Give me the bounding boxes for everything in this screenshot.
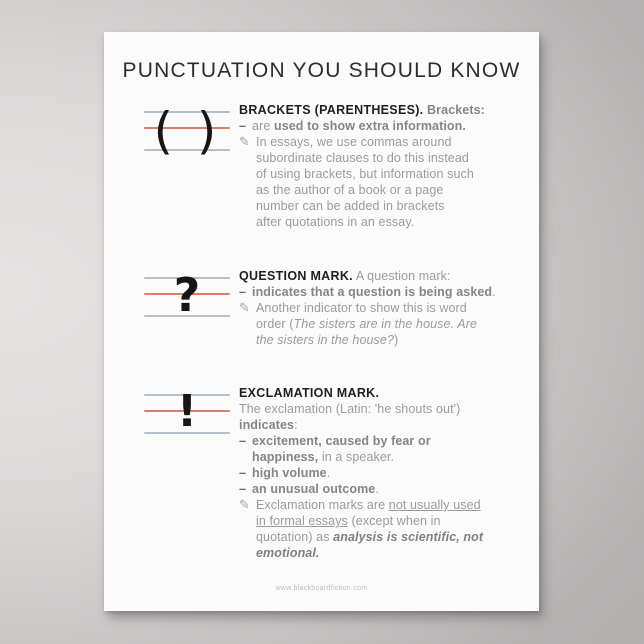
bullet-dash: – <box>239 434 247 448</box>
note-line: number can be added in brackets <box>256 199 445 213</box>
bullet-bold: indicates that a question is being asked <box>252 285 493 299</box>
section-heading <box>239 385 531 401</box>
question-mark-ruled-lines-icon <box>144 270 230 322</box>
section-heading <box>239 268 531 284</box>
section-brackets-text <box>239 102 531 230</box>
bullet-item <box>239 465 531 481</box>
note-line <box>256 497 531 513</box>
note-italic: The sisters are in the house. Are <box>293 317 478 331</box>
note-line: of using brackets, but information such <box>256 167 474 181</box>
footer-url: www.blackboardfiction.com <box>275 585 368 592</box>
bullet-item <box>239 481 531 497</box>
note-plain: (except when in <box>347 514 441 528</box>
note-line: as the author of a book or a page <box>256 183 444 197</box>
parentheses-ruled-lines-icon <box>144 102 230 160</box>
bullet-item <box>239 284 531 300</box>
note-line <box>256 332 531 348</box>
note-plain: ) <box>394 333 399 347</box>
note-line: after quotations in an essay. <box>256 215 415 229</box>
bullet-item <box>239 433 531 465</box>
note-plain: Exclamation marks are <box>256 498 389 512</box>
bullet-line <box>252 433 531 449</box>
note-line: In essays, we use commas around <box>256 135 452 149</box>
sub-line <box>239 417 531 433</box>
bullet-bold: excitement, caused by fear or <box>252 434 431 448</box>
bullet-dash: – <box>239 119 247 133</box>
note-plain: quotation) as <box>256 530 334 544</box>
bullet-bold: an unusual outcome <box>252 482 376 496</box>
bullet-tail: . <box>492 285 496 299</box>
heading-bold: BRACKETS (PARENTHESES). <box>239 103 424 117</box>
bullet-tail: . <box>375 482 379 496</box>
poster <box>104 32 539 611</box>
exclamation-mark-ruled-lines-icon <box>144 387 230 439</box>
bullet-line <box>252 449 531 465</box>
sub-tail: : <box>294 418 298 432</box>
bullet-bold: happiness, <box>252 450 319 464</box>
section-heading <box>239 102 531 118</box>
pencil-icon: ✎ <box>239 301 250 316</box>
note-italic: the sisters in the house? <box>256 333 394 347</box>
note-underlined: not usually used <box>388 498 481 512</box>
note-line <box>256 529 531 545</box>
note-line: subordinate clauses to do this instead <box>256 151 469 165</box>
bullet-tail: . <box>326 466 331 480</box>
sub-bold: indicates <box>239 418 295 432</box>
note <box>239 497 531 561</box>
exclamation-mark-glyph: ! <box>176 386 198 437</box>
heading-tail: A question mark: <box>355 269 451 283</box>
bullet-plain: are <box>252 119 274 133</box>
pencil-icon: ✎ <box>239 498 250 513</box>
bullet-dash: – <box>239 482 247 496</box>
note-line <box>256 545 531 561</box>
bullet-bold: used to show extra information. <box>273 119 466 133</box>
note-bold-italic: emotional. <box>256 546 320 560</box>
note-line <box>256 513 531 529</box>
pencil-icon: ✎ <box>239 135 250 150</box>
note <box>239 134 531 230</box>
bullet-plain: in a speaker. <box>318 450 395 464</box>
page-title: PUNCTUATION YOU SHOULD KNOW <box>122 59 521 82</box>
heading-tail: Brackets: <box>427 103 485 117</box>
sub-line: The exclamation (Latin: 'he shouts out') <box>239 402 461 416</box>
section-exclamation-text <box>239 385 531 561</box>
parentheses-glyph: ( ) <box>153 102 221 160</box>
bullet-dash: – <box>239 285 247 299</box>
bullet-bold: high volume <box>252 466 327 480</box>
note-plain: order ( <box>256 317 294 331</box>
heading-bold: EXCLAMATION MARK. <box>239 386 380 400</box>
note-line: Another indicator to show this is word <box>256 301 467 315</box>
heading-bold: QUESTION MARK. <box>239 269 353 283</box>
note-line <box>256 316 531 332</box>
bullet-dash: – <box>239 466 247 480</box>
section-question-text <box>239 268 531 348</box>
note <box>239 300 531 348</box>
note-bold-italic: analysis is scientific, not <box>333 530 484 544</box>
question-mark-glyph: ? <box>173 268 201 322</box>
bullet-item <box>239 118 531 134</box>
note-underlined: in formal essays <box>256 514 348 528</box>
